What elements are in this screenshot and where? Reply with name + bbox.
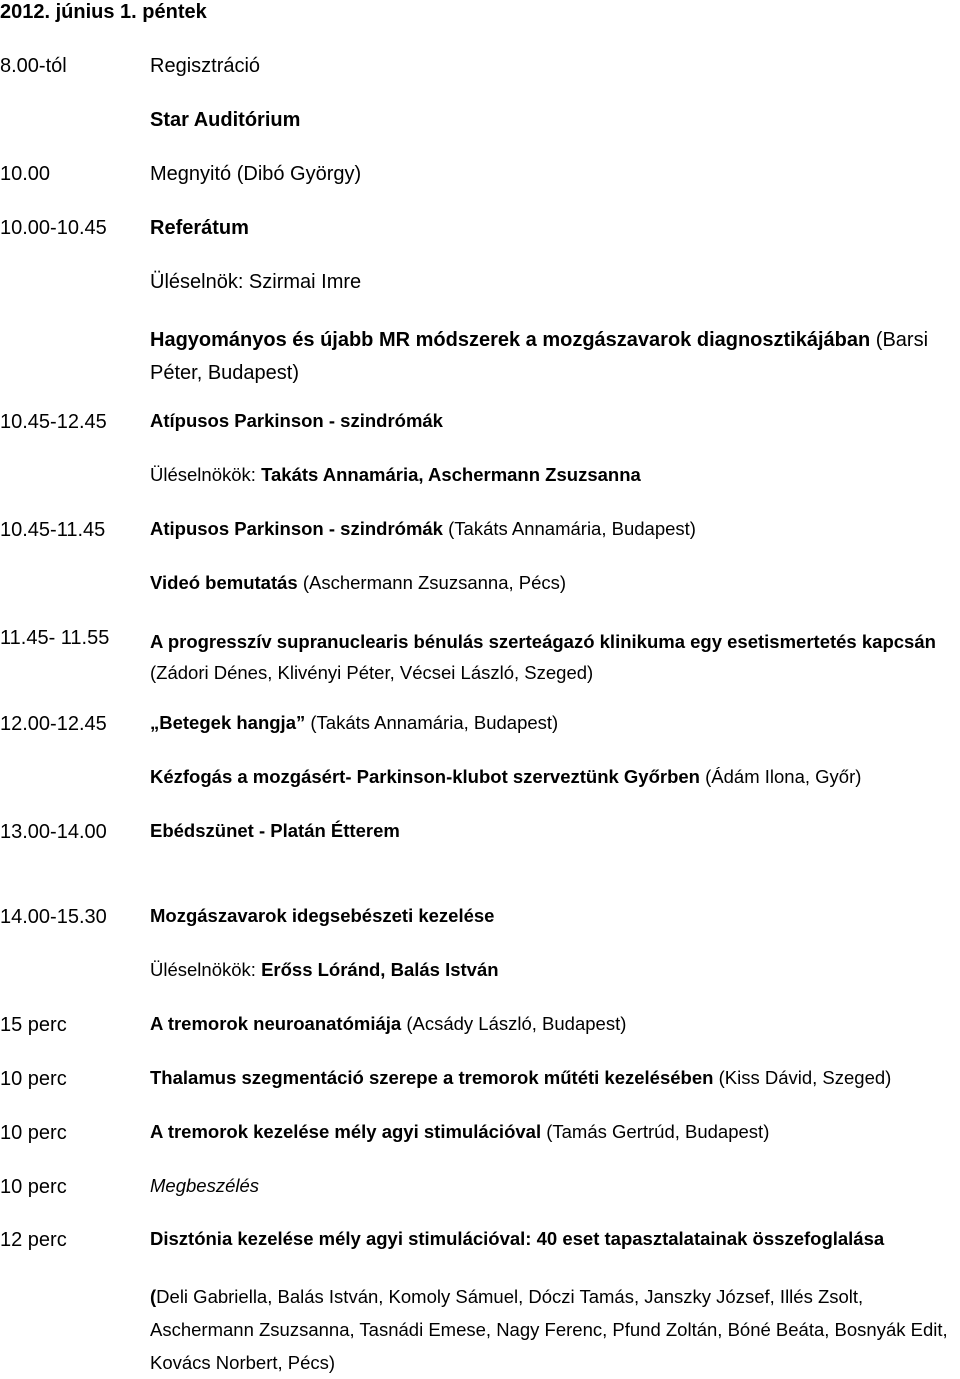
session-entry (150, 324, 955, 390)
session-detail: Üléselnök: Szirmai Imre (150, 271, 362, 293)
session-entry (150, 410, 443, 432)
session-entry (150, 1280, 955, 1379)
session-title: ( (150, 1286, 157, 1307)
session-entry (150, 1013, 626, 1035)
session-time: 8.00-tól (0, 55, 67, 77)
session-entry (150, 959, 499, 981)
session-title: „Betegek hangja” (150, 712, 306, 733)
session-title: Erőss Lóránd, Balás István (261, 959, 499, 980)
session-time: 12.00-12.45 (0, 713, 107, 735)
session-entry (150, 216, 249, 240)
session-time: 10 perc (0, 1122, 67, 1144)
session-time: 14.00-15.30 (0, 906, 107, 928)
session-detail: Megnyitó (Dibó György) (150, 163, 362, 185)
session-entry (150, 905, 494, 927)
session-title: Takáts Annamária, Aschermann Zsuzsanna (261, 464, 641, 485)
session-entry (150, 1067, 891, 1089)
session-title: Star Auditórium (150, 109, 301, 131)
session-entry (150, 270, 361, 294)
session-time: 13.00-14.00 (0, 821, 107, 843)
session-detail: (Takáts Annamária, Budapest) (305, 712, 559, 733)
session-detail: (Acsády László, Budapest) (401, 1013, 627, 1034)
session-entry (150, 820, 400, 842)
session-detail: (Barsi Péter, Budapest) (150, 329, 929, 384)
session-time: 12 perc (0, 1229, 67, 1251)
session-entry (150, 1228, 884, 1250)
session-entry (150, 626, 940, 688)
session-entry (150, 464, 641, 486)
session-time: 10.45-11.45 (0, 519, 106, 541)
session-entry (150, 54, 260, 78)
session-entry (150, 108, 300, 132)
session-title: Kézfogás a mozgásért- Parkinson-klubot szerveztünk Győrben (150, 766, 700, 787)
session-title: A progresszív supranuclearis bénulás szerteágazó klinikuma egy esetismertetés kapcsán (150, 631, 936, 652)
session-entry (150, 712, 558, 734)
session-title: Referátum (150, 217, 249, 239)
session-title: Mozgászavarok idegsebészeti kezelése (150, 905, 495, 926)
session-time: 10 perc (0, 1068, 67, 1090)
session-detail: Deli Gabriella, Balás István, Komoly Sámuel, Dóczi Tamás, Janszky József, Illés Zsolt, Aschermann Zsuzsanna, Tasnádi Emese, Nagy Ferenc, Pfund Zoltán, Bóné Beáta, Bosnyák Edit, Kovács Norbert, Pécs) (150, 1286, 948, 1373)
session-title: Videó bemutatás (150, 572, 298, 593)
session-entry (150, 1175, 259, 1197)
session-entry (150, 162, 361, 186)
session-entry (150, 766, 861, 788)
session-time: 10.00-10.45 (0, 217, 107, 239)
session-title: A tremorok neuroanatómiája (150, 1013, 402, 1034)
session-detail: Üléselnökök: (150, 464, 262, 485)
session-entry (150, 572, 566, 594)
session-time: 15 perc (0, 1014, 67, 1036)
session-time: 10.00 (0, 163, 51, 185)
session-time: 10.45-12.45 (0, 411, 107, 433)
session-detail: Regisztráció (150, 55, 261, 77)
session-detail: (Tamás Gertrúd, Budapest) (541, 1121, 770, 1142)
session-detail: (Kiss Dávid, Szeged) (713, 1067, 892, 1088)
session-detail: Üléselnökök: (150, 959, 262, 980)
session-detail: (Takáts Annamária, Budapest) (442, 518, 696, 539)
session-entry (150, 518, 696, 540)
session-title: A tremorok kezelése mély agyi stimulációval (150, 1121, 542, 1142)
session-detail: (Ádám Ilona, Győr) (700, 766, 862, 787)
page-title: 2012. június 1. péntek (0, 1, 207, 23)
session-title: Ebédszünet - Platán Étterem (150, 820, 400, 841)
session-title: Hagyományos és újabb MR módszerek a mozgászavarok diagnosztikájában (150, 329, 871, 351)
session-title: Atipusos Parkinson - szindrómák (150, 518, 443, 539)
session-time: 11.45- 11.55 (0, 627, 110, 649)
session-title: Disztónia kezelése mély agyi stimulációval: 40 eset tapasztalatainak összefoglalása (150, 1228, 885, 1249)
session-title: Thalamus szegmentáció szerepe a tremorok műtéti kezelésében (150, 1067, 714, 1088)
session-detail: (Zádori Dénes, Klivényi Péter, Vécsei László, Szeged) (150, 662, 594, 683)
session-detail: (Aschermann Zsuzsanna, Pécs) (297, 572, 567, 593)
session-entry (150, 1121, 769, 1143)
session-time: 10 perc (0, 1176, 67, 1198)
discussion-label: Megbeszélés (150, 1175, 260, 1196)
session-title: Atípusos Parkinson - szindrómák (150, 410, 443, 431)
